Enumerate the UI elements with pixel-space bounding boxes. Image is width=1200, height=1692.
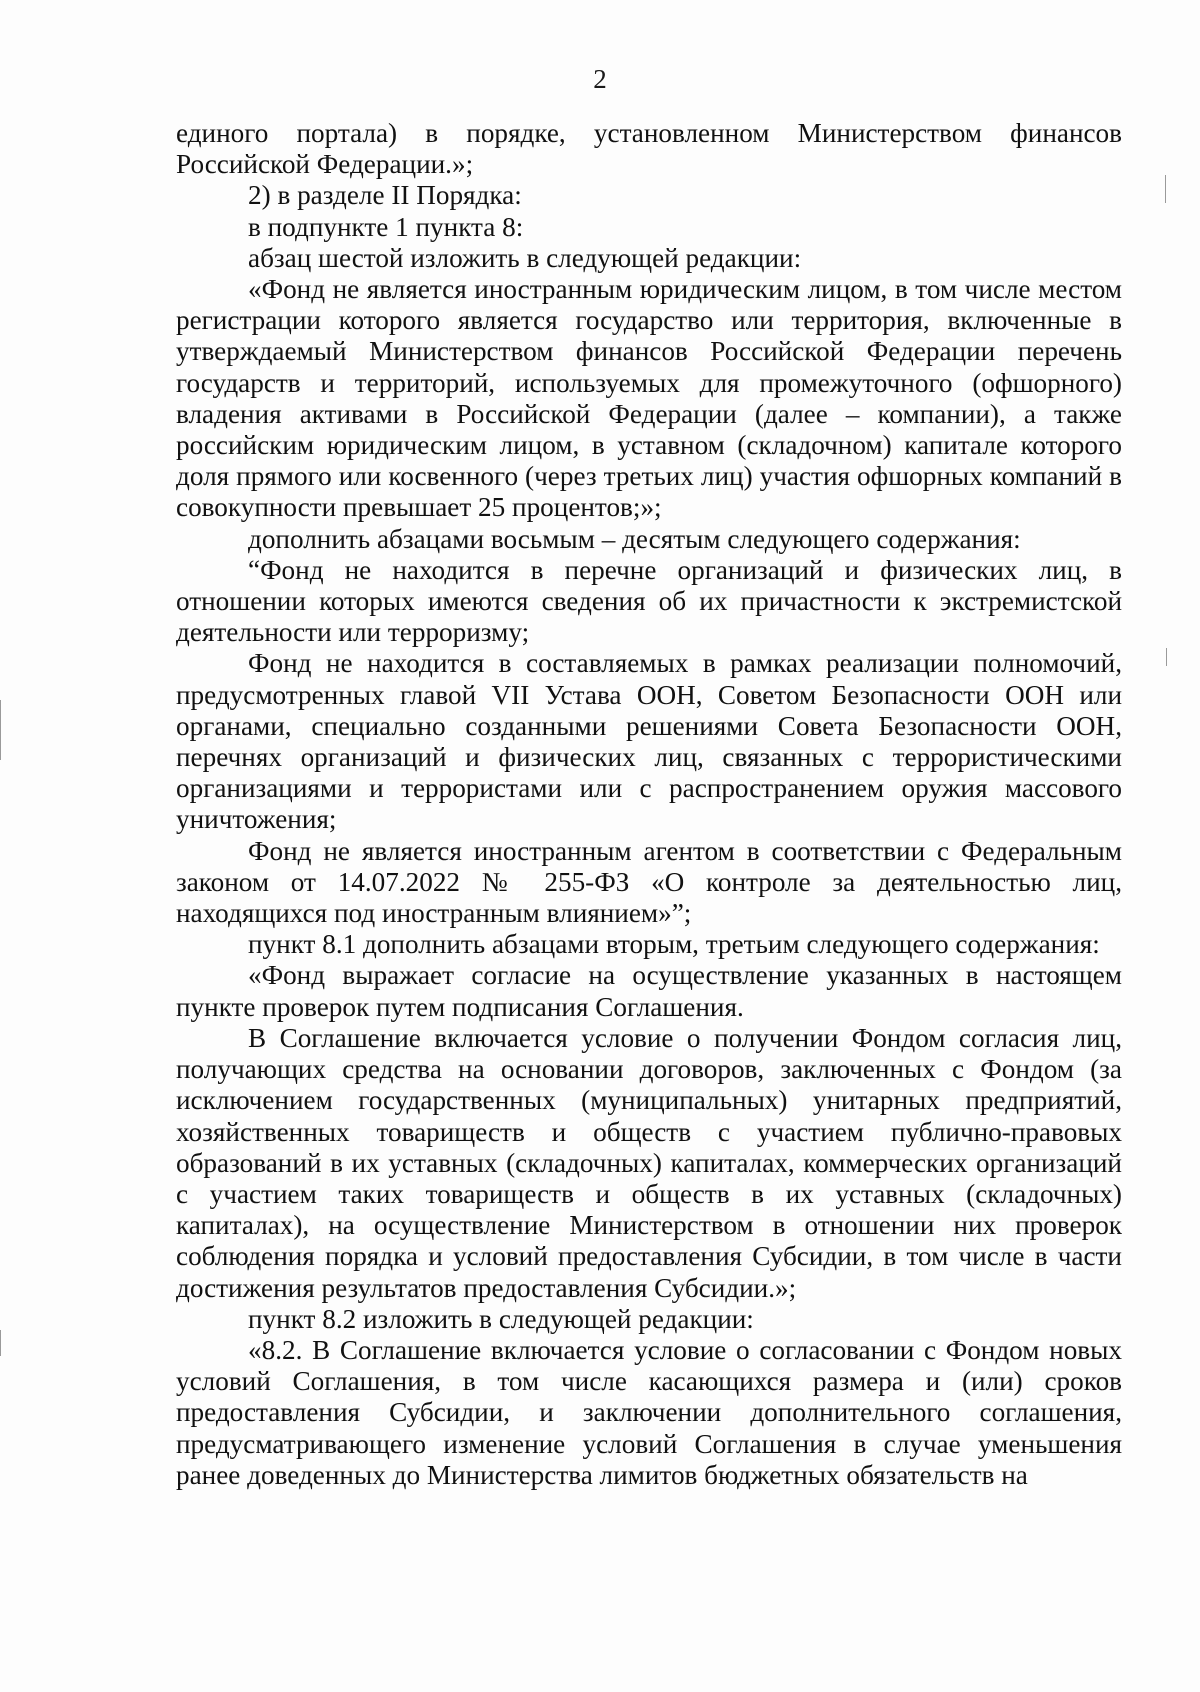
paragraph-5: «Фонд не является иностранным юридическим лицом, в том числе местом регистрации которого является государство или территория, включенные в утверждаемый Министерством финансов Российской Федерации перечень государств и территорий, используемых для промежуточного (офшорного) владения активами в Российской Федерации (далее – компании), а также российским юридическим лицом, в уставном (складочном) капитале которого доля прямого или косвенного (через третьих лиц) участия офшорных компаний в совокупности превышает 25 процентов;»; (176, 274, 1122, 523)
paragraph-13: пункт 8.2 изложить в следующей редакции: (248, 1303, 754, 1334)
paragraph-7: “Фонд не находится в перечне организаций и физических лиц, в отношении которых имеются сведения об их причастности к экстремистской деятельности или терроризму; (176, 554, 1122, 648)
scan-artifact (1166, 648, 1167, 666)
paragraph-11: «Фонд выражает согласие на осуществление указанных в настоящем пункте проверок путем подписания Соглашения. (176, 960, 1122, 1022)
paragraph-8: Фонд не находится в составляемых в рамках реализации полномочий, предусмотренных главой VII Устава ООН, Советом Безопасности ООН или органами, специально созданными решениями Совета Безопасности ООН, перечнях организаций и физических лиц, связанных с террористическими организациями и террористами или с распространением оружия массового уничтожения; (176, 648, 1122, 835)
scan-artifact (1165, 175, 1166, 203)
scan-artifact (0, 1330, 1, 1356)
paragraph-14: «8.2. В Соглашение включается условие о согласовании с Фондом новых условий Соглашения, в том числе касающихся размера и (или) сроков предоставления Субсидии, и заключении дополнительного соглашения, предусматривающего изменение условий Соглашения в случае уменьшения ранее доведенных до Министерства лимитов бюджетных обязательств на (176, 1334, 1122, 1490)
page-number: 2 (593, 64, 607, 94)
paragraph-12: В Соглашение включается условие о получении Фондом согласия лиц, получающих средства на основании договоров, заключенных с Фондом (за исключением государственных (муниципальных) унитарных предприятий, хозяйственных товариществ и обществ с участием публично-правовых образований в их уставных (складочных) капиталах, коммерческих организаций с участием таких товариществ и обществ в их уставных (складочных) капиталах), на осуществление Министерством в отношении них проверок соблюдения порядка и условий предоставления Субсидии, в том числе в части достижения результатов предоставления Субсидии.»; (176, 1022, 1122, 1303)
paragraph-2: 2) в разделе II Порядка: (248, 180, 522, 211)
paragraph-1: единого портала) в порядке, установленном Министерством финансов Российской Федерации.»; (176, 118, 1122, 180)
document-body (176, 118, 1122, 1491)
paragraph-3: в подпункте 1 пункта 8: (248, 211, 524, 242)
paragraph-4: абзац шестой изложить в следующей редакции: (248, 242, 802, 273)
paragraph-6: дополнить абзацами восьмым – десятым следующего содержания: (248, 523, 1021, 554)
scan-artifact (0, 700, 1, 760)
paragraph-10: пункт 8.1 дополнить абзацами вторым, третьим следующего содержания: (248, 929, 1100, 960)
paragraph-9: Фонд не является иностранным агентом в соответствии с Федеральным законом от 14.07.2022 № 255-ФЗ «О контроле за деятельностью лиц, находящихся под иностранным влиянием»”; (176, 835, 1122, 929)
